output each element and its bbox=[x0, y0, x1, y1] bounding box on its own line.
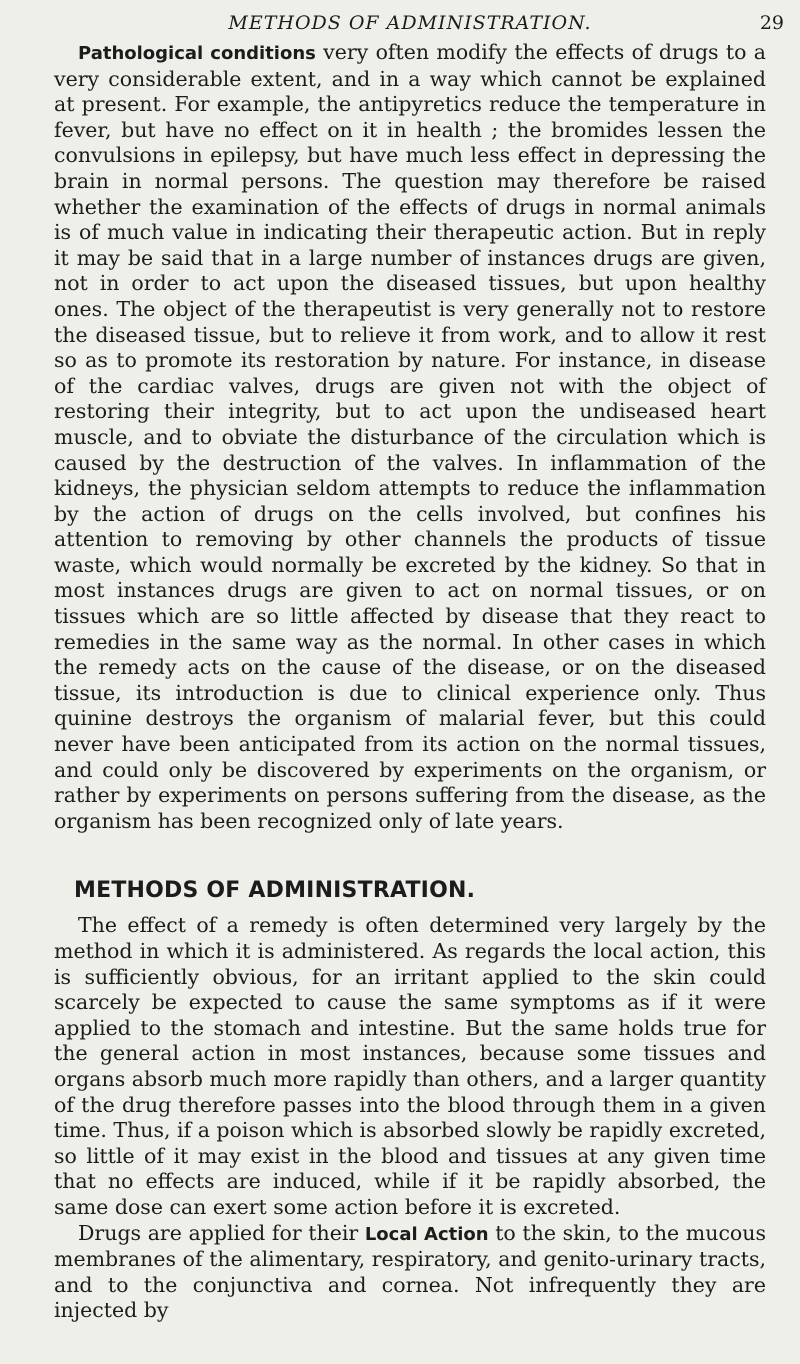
run-in-heading-pathological: Pathological conditions bbox=[78, 43, 316, 64]
section-heading: METHODS OF ADMINISTRATION. bbox=[74, 878, 476, 904]
book-page bbox=[54, 0, 784, 1324]
paragraph-text-rest: to the skin, to the mucous membranes of the alimentary, respiratory, and genito-urinary tracts, and to the conjunctiva and cornea. Not infrequently they are injected by bbox=[54, 1220, 766, 1323]
run-in-heading-local-action: Local Action bbox=[364, 1223, 489, 1245]
paragraph-methods-intro: The effect of a remedy is often determined very largely by the method in which it is administered. As regards the local action, this is sufficiently obvious, for an irritant applied to the skin could scarcely be expected to cause the same symptoms as if it were applied to the stomach and intestine. But the same holds true for the general action in most instances, because some tissues and organs absorb much more rapidly than others, and a larger quantity of the drug therefore passes into the blood through them in a given time. Thus, if a poison which is absorbed slowly be rapidly excreted, so little of it may exist in the blood and tissues at any given time that no effects are induced, while if it be rapidly absorbed, the same dose can exert some action before it is excreted. bbox=[54, 913, 767, 1219]
paragraph-text-lead: Drugs are applied for their bbox=[78, 1220, 365, 1245]
paragraph-local-action bbox=[54, 1221, 766, 1324]
page-number: 29 bbox=[759, 12, 784, 34]
paragraph-text: very often modify the effects of drugs to a very considerable extent, and in a way which cannot be explained at present. For example, the antipyretics reduce the temperature in fever, but have no effect on it in health ; the bromides lessen the convulsions in epilepsy, but have much less effect in depressing the brain in normal persons. The question may therefore be raised whether the examination of the effects of drugs in normal animals is of much value in indicating their therapeutic action. But in reply it may be said that in a large number of instances drugs are given, not in order to act upon the diseased tissues, but upon healthy ones. The object of the therapeutist is very generally not to restore the diseased tissue, but to relieve it from work, and to allow it rest so as to promote its restoration by nature. For instance, in disease of the cardiac valves, drugs are given not with the object of restoring their integrity, but to act upon the undiseased heart muscle, and to obviate the disturbance of the circulation which is caused by the destruction of the valves. In inflammation of the kidneys, the physician seldom attempts to reduce the inflammation by the action of drugs on the cells involved, but confines his attention to removing by other channels the products of tissue waste, which would normally be excreted by the kidney. So that in most instances drugs are given to act on normal tissues, or on tissues which are so little affected by disease that they react to remedies in the same way as the normal. In other cases in which the remedy acts on the cause of the disease, or on the diseased tissue, its introduction is due to clinical experience only. Thus quinine destroys the organism of malarial fever, but this could never have been anticipated from its action on the normal tissues, and could only be discovered by experiments on the organism, or rather by experiments on persons suffering from the disease, as the organism has been recognized only of late years. bbox=[54, 40, 767, 833]
running-title: METHODS OF ADMINISTRATION. bbox=[228, 12, 592, 34]
paragraph-pathological-conditions bbox=[54, 40, 766, 834]
running-head bbox=[54, 0, 784, 40]
